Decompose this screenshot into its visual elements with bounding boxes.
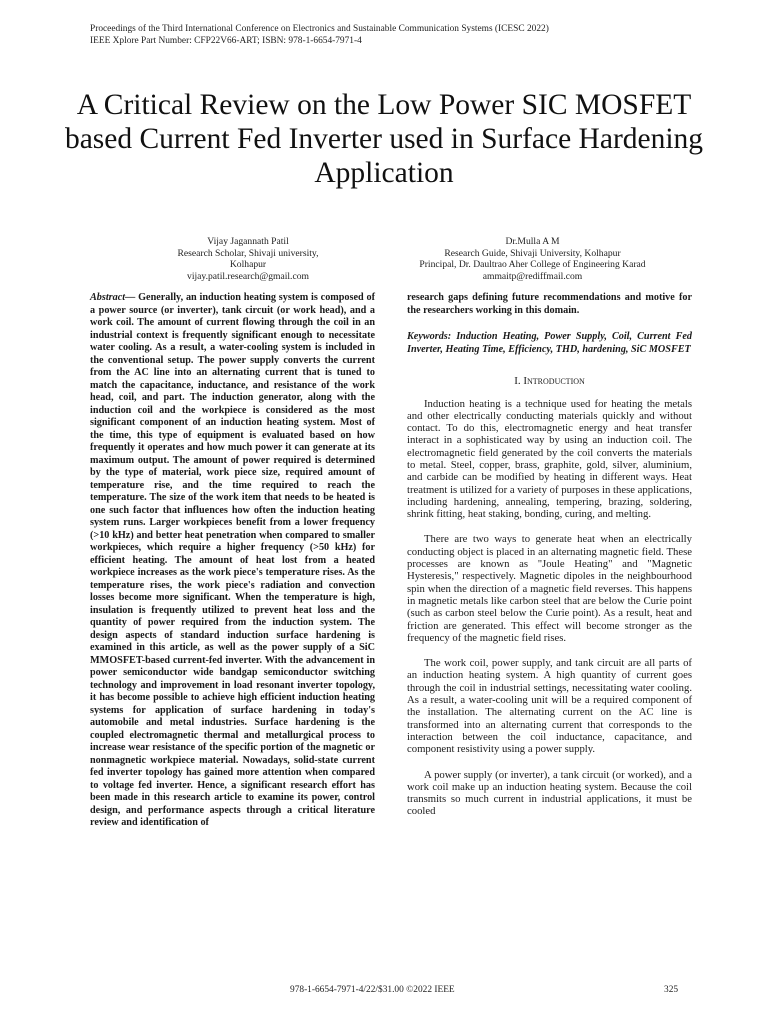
keywords: Keywords: Induction Heating, Power Supply, Coil, Current Fed Inverter, Heating Time, Efficiency, THD, hardening, SiC MOSFET	[407, 331, 692, 355]
paper-title: A Critical Review on the Low Power SIC MOSFET based Current Fed Inverter used in Surface Hardening Application	[64, 89, 704, 189]
abstract-label: Abstract—	[90, 292, 136, 303]
abstract	[90, 292, 375, 830]
left-column	[90, 292, 375, 830]
paragraph: There are two ways to generate heat when an electrically conducting object is placed in an alternating magnetic field. These processes are known as "Joule Heating" and "Magnetic Hysteresis," respectively. Magnetic dipoles in the neighbourhood spin when the direction of a magnetic field reverses. This happens in magnetic metals like carbon steel that are below the Curie point (such as carbon steel below the Curie point). As a result, heat and friction are generated. This effect will become stronger as the frequency of the magnetic field rises.	[407, 533, 692, 644]
author-email: ammaitp@rediffmail.com	[482, 270, 583, 282]
header-line-2: IEEE Xplore Part Number: CFP22V66-ART; ISBN: 978-1-6654-7971-4	[90, 36, 362, 46]
conference-header	[90, 23, 549, 47]
author-affiliation: Research Scholar, Shivaji university,	[177, 247, 319, 259]
paragraph: A power supply (or inverter), a tank circuit (or worked), and a work coil make up an induction heating system. Because the coil transmits so much current in industrial applications, it must be cooled	[407, 768, 692, 818]
header-line-1: Proceedings of the Third International Conference on Electronics and Sustainable Communication Systems (ICESC 2022)	[90, 24, 549, 34]
author-affiliation: Principal, Dr. Daultrao Aher College of Engineering Karad	[419, 259, 646, 271]
right-column	[407, 292, 692, 831]
author-affiliation: Research Guide, Shivaji University, Kolhapur	[444, 247, 621, 259]
paragraph: Induction heating is a technique used for heating the metals and other electrically conducting materials quickly and without contact. To do this, electromagnetic energy and heat transfer interact in a sophisticated way by using an induction coil. The electromagnetic field generated by the coil converts the materials to metal. Steel, copper, brass, graphite, gold, silver, aluminium, and carbide can be modified by heating in different ways. Heat treatment is utilized for a variety of purposes in these applications, including hardening, annealing, tempering, brazing, soldering, shrink fitting, heat staking, bonding, curing, and melting.	[407, 397, 692, 521]
author-affiliation: Kolhapur	[229, 259, 267, 271]
section-body	[407, 398, 692, 818]
author-block-2	[405, 236, 660, 282]
section-heading: I. Introduction	[514, 375, 585, 387]
footer-copyright: 978-1-6654-7971-4/22/$31.00 ©2022 IEEE	[290, 985, 455, 995]
abstract-continuation: research gaps defining future recommendations and motive for the researchers working in this domain.	[407, 292, 692, 316]
page-number: 325	[664, 985, 679, 995]
author-name: Vijay Jagannath Patil	[207, 236, 289, 247]
paragraph: The work coil, power supply, and tank circuit are all parts of an induction heating system. A high quantity of current goes through the coil in industrial settings, necessitating water cooling. As a result, a water-cooling unit will be a required component of the installation. The alternating current on the AC line is transformed into an alternating current that corresponds to the interaction between the coil inductance, capacitance, and component resistivity using a power supply.	[407, 657, 692, 756]
author-block-1	[128, 236, 368, 282]
author-name: Dr.Mulla A M	[505, 236, 560, 247]
author-email: vijay.patil.research@gmail.com	[187, 270, 309, 282]
abstract-text: Generally, an induction heating system is composed of a power source (or inverter), tank circuit (or work head), and a work coil. The amount of current flowing through the coil in an industrial context is frequently significant enough to necessitate water cooling. As a result, a water-cooling system is included in the conventional setup. The power supply converts the current from the AC line into an alternating current that is tuned to match the capacitance, inductance, and resistance of the work head, coil, and part. The induction generator, along with the induction coil and the workpiece is considered as the most significant component of an induction heating system. Most of the time, this type of equipment is evaluated based on how frequently it operates and how much power it can generate at its maximum output. The amount of power required is determined by the type of material, work piece size, required amount of temperature rise, and the time required to reach the temperature. The size of the work item that needs to be heated is one such factor that influences how often the induction heating system runs. Larger workpieces benefit from a lower frequency (>10 kHz) and better heat penetration when compared to smaller workpieces, which require a higher frequency (>50 kHz) for efficient heating. The amount of heat lost from a heated workpiece increases as the work piece's temperature rises. As the temperature rises, the work piece's radiation and convection losses become more significant. When the temperature is high, insulation is frequently utilized to prevent heat loss and the quantity of power required from the induction system. The design aspects of standard induction surface hardening is examined in this article, as well as the power supply of a SiC MMOSFET-based current-fed inverter. With the advancement in power semiconductor wide bandgap semiconductor switching technology and improvement in load resonant inverter topology, it has become possible to achieve high efficient induction heating systems for application of surface hardening in today's automobile and metal industries. Surface hardening is the coupled electromagnetic thermal and metallurgical process to increase wear resistance of the specific portion of the magnetic or nonmagnetic workpiece material. Nowadays, solid-state current fed inverter topology has gained more attention when compared to voltage fed inverter. Hence, a significant research effort has been made in this research article to examine its power, control design, and performance aspects through a critical literature review and identification of	[90, 292, 375, 828]
